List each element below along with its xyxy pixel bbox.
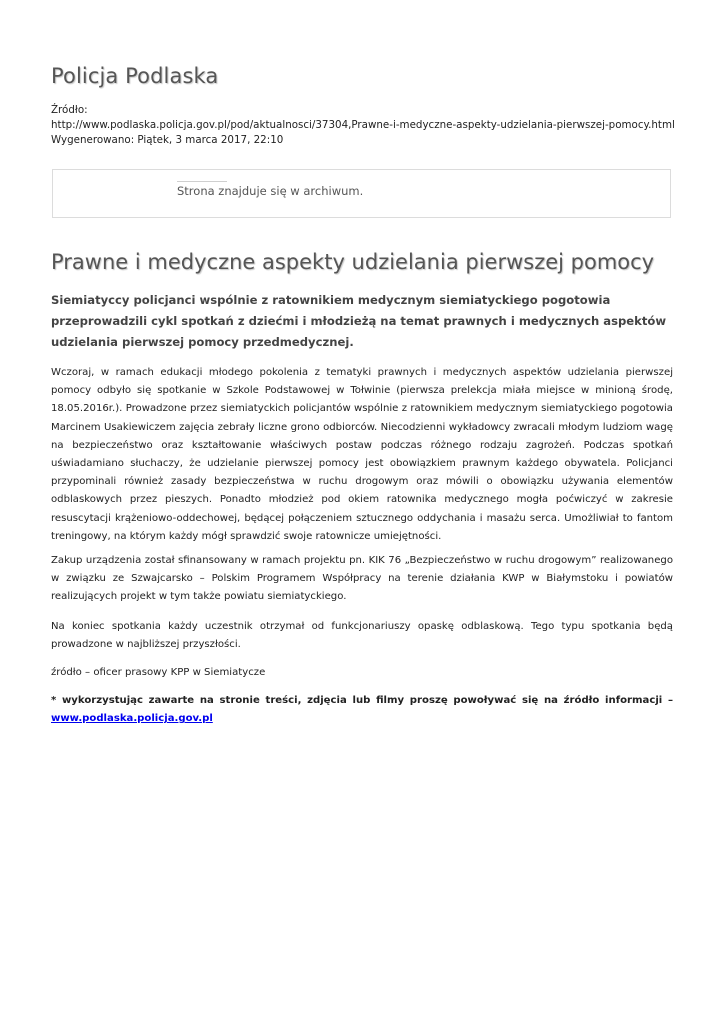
article-paragraph: Wczoraj, w ramach edukacji młodego pokolenia z tematyki prawnych i medycznych aspektów udzielania pierwszej pomocy odbyło się spotkanie w Szkole Podstawowej w Tołwinie (pierwsza prelekcja miała miejsce w minioną środę, 18.05.2016r.). Prowadzone przez siemiatyckich policjantów wspólnie z ratownikiem medycznym siemiatyckiego pogotowia Marcinem Usakiewiczem zajęcia zebrały liczne grono odbiorców. Niecodzienni wykładowcy zwracali młodym ludziom wagę na bezpieczeństwo oraz kształtowanie właściwych postaw podczas różnego rodzaju zagrożeń. Podczas spotkań uświadamiano słuchaczy, że udzielanie pierwszej pomocy jest obowiązkiem prawnym każdego obywatela. Policjanci przypominali również zasady bezpieczeństwa w ruchu drogowym oraz mówili o obowiązku używania elementów odblaskowych przez pieszych. Ponadto młodzież pod okiem ratownika medycznego mogła poćwiczyć w zakresie resuscytacji krążeniowo-oddechowej, będącej połączeniem sztucznego oddychania i masażu serca. Umożliwiał to fantom treningowy, na którym każdy mógł sprawdzić swoje ratownicze umiejętności.: [51, 367, 673, 542]
disclaimer: [51, 692, 673, 728]
site-title: Policja Podlaska: [51, 64, 219, 88]
article-lead: Siemiatyccy policjanci wspólnie z ratownikiem medycznym siemiatyckiego pogotowia przeprowadzili cykl spotkań z dziećmi i młodzieżą na temat prawnych i medycznych aspektów udzielania pierwszej pomocy przedmedycznej.: [51, 293, 667, 349]
article-paragraph: Zakup urządzenia został sfinansowany w ramach projektu pn. KIK 76 „Bezpieczeństwo w ruchu drogowym” realizowanego w związku ze Szwajcarsko – Polskim Programem Współpracy na terenie działania KWP w Białymstoku i powiatów realizujących projekt w tym także powiatu siemiatyckiego.: [51, 555, 673, 603]
disclaimer-link[interactable]: www.podlaska.policja.gov.pl: [51, 713, 213, 725]
disclaimer-text: * wykorzystując zawarte na stronie treści, zdjęcia lub filmy proszę powoływać się na źródło informacji –: [51, 695, 673, 706]
archive-divider: [177, 181, 227, 182]
generated-date: Wygenerowano: Piątek, 3 marca 2017, 22:10: [51, 134, 284, 146]
article-title: Prawne i medyczne aspekty udzielania pierwszej pomocy: [51, 250, 655, 274]
source-meta: [51, 103, 691, 148]
article-paragraph: Na koniec spotkania każdy uczestnik otrzymał od funkcjonariuszy opaskę odblaskową. Tego typu spotkania będą prowadzone w najbliższej przyszłości.: [51, 621, 673, 651]
source-url: http://www.podlaska.policja.gov.pl/pod/aktualnosci/37304,Prawne-i-medyczne-aspekty-udzielania-pierwszej-pomocy.html: [51, 119, 675, 131]
article-source-credit: źródło – oficer prasowy KPP w Siemiatycze: [51, 667, 266, 678]
source-label: Źródło:: [51, 104, 88, 116]
archive-notice: Strona znajduje się w archiwum.: [177, 184, 364, 198]
archive-notice-box: [52, 169, 671, 218]
